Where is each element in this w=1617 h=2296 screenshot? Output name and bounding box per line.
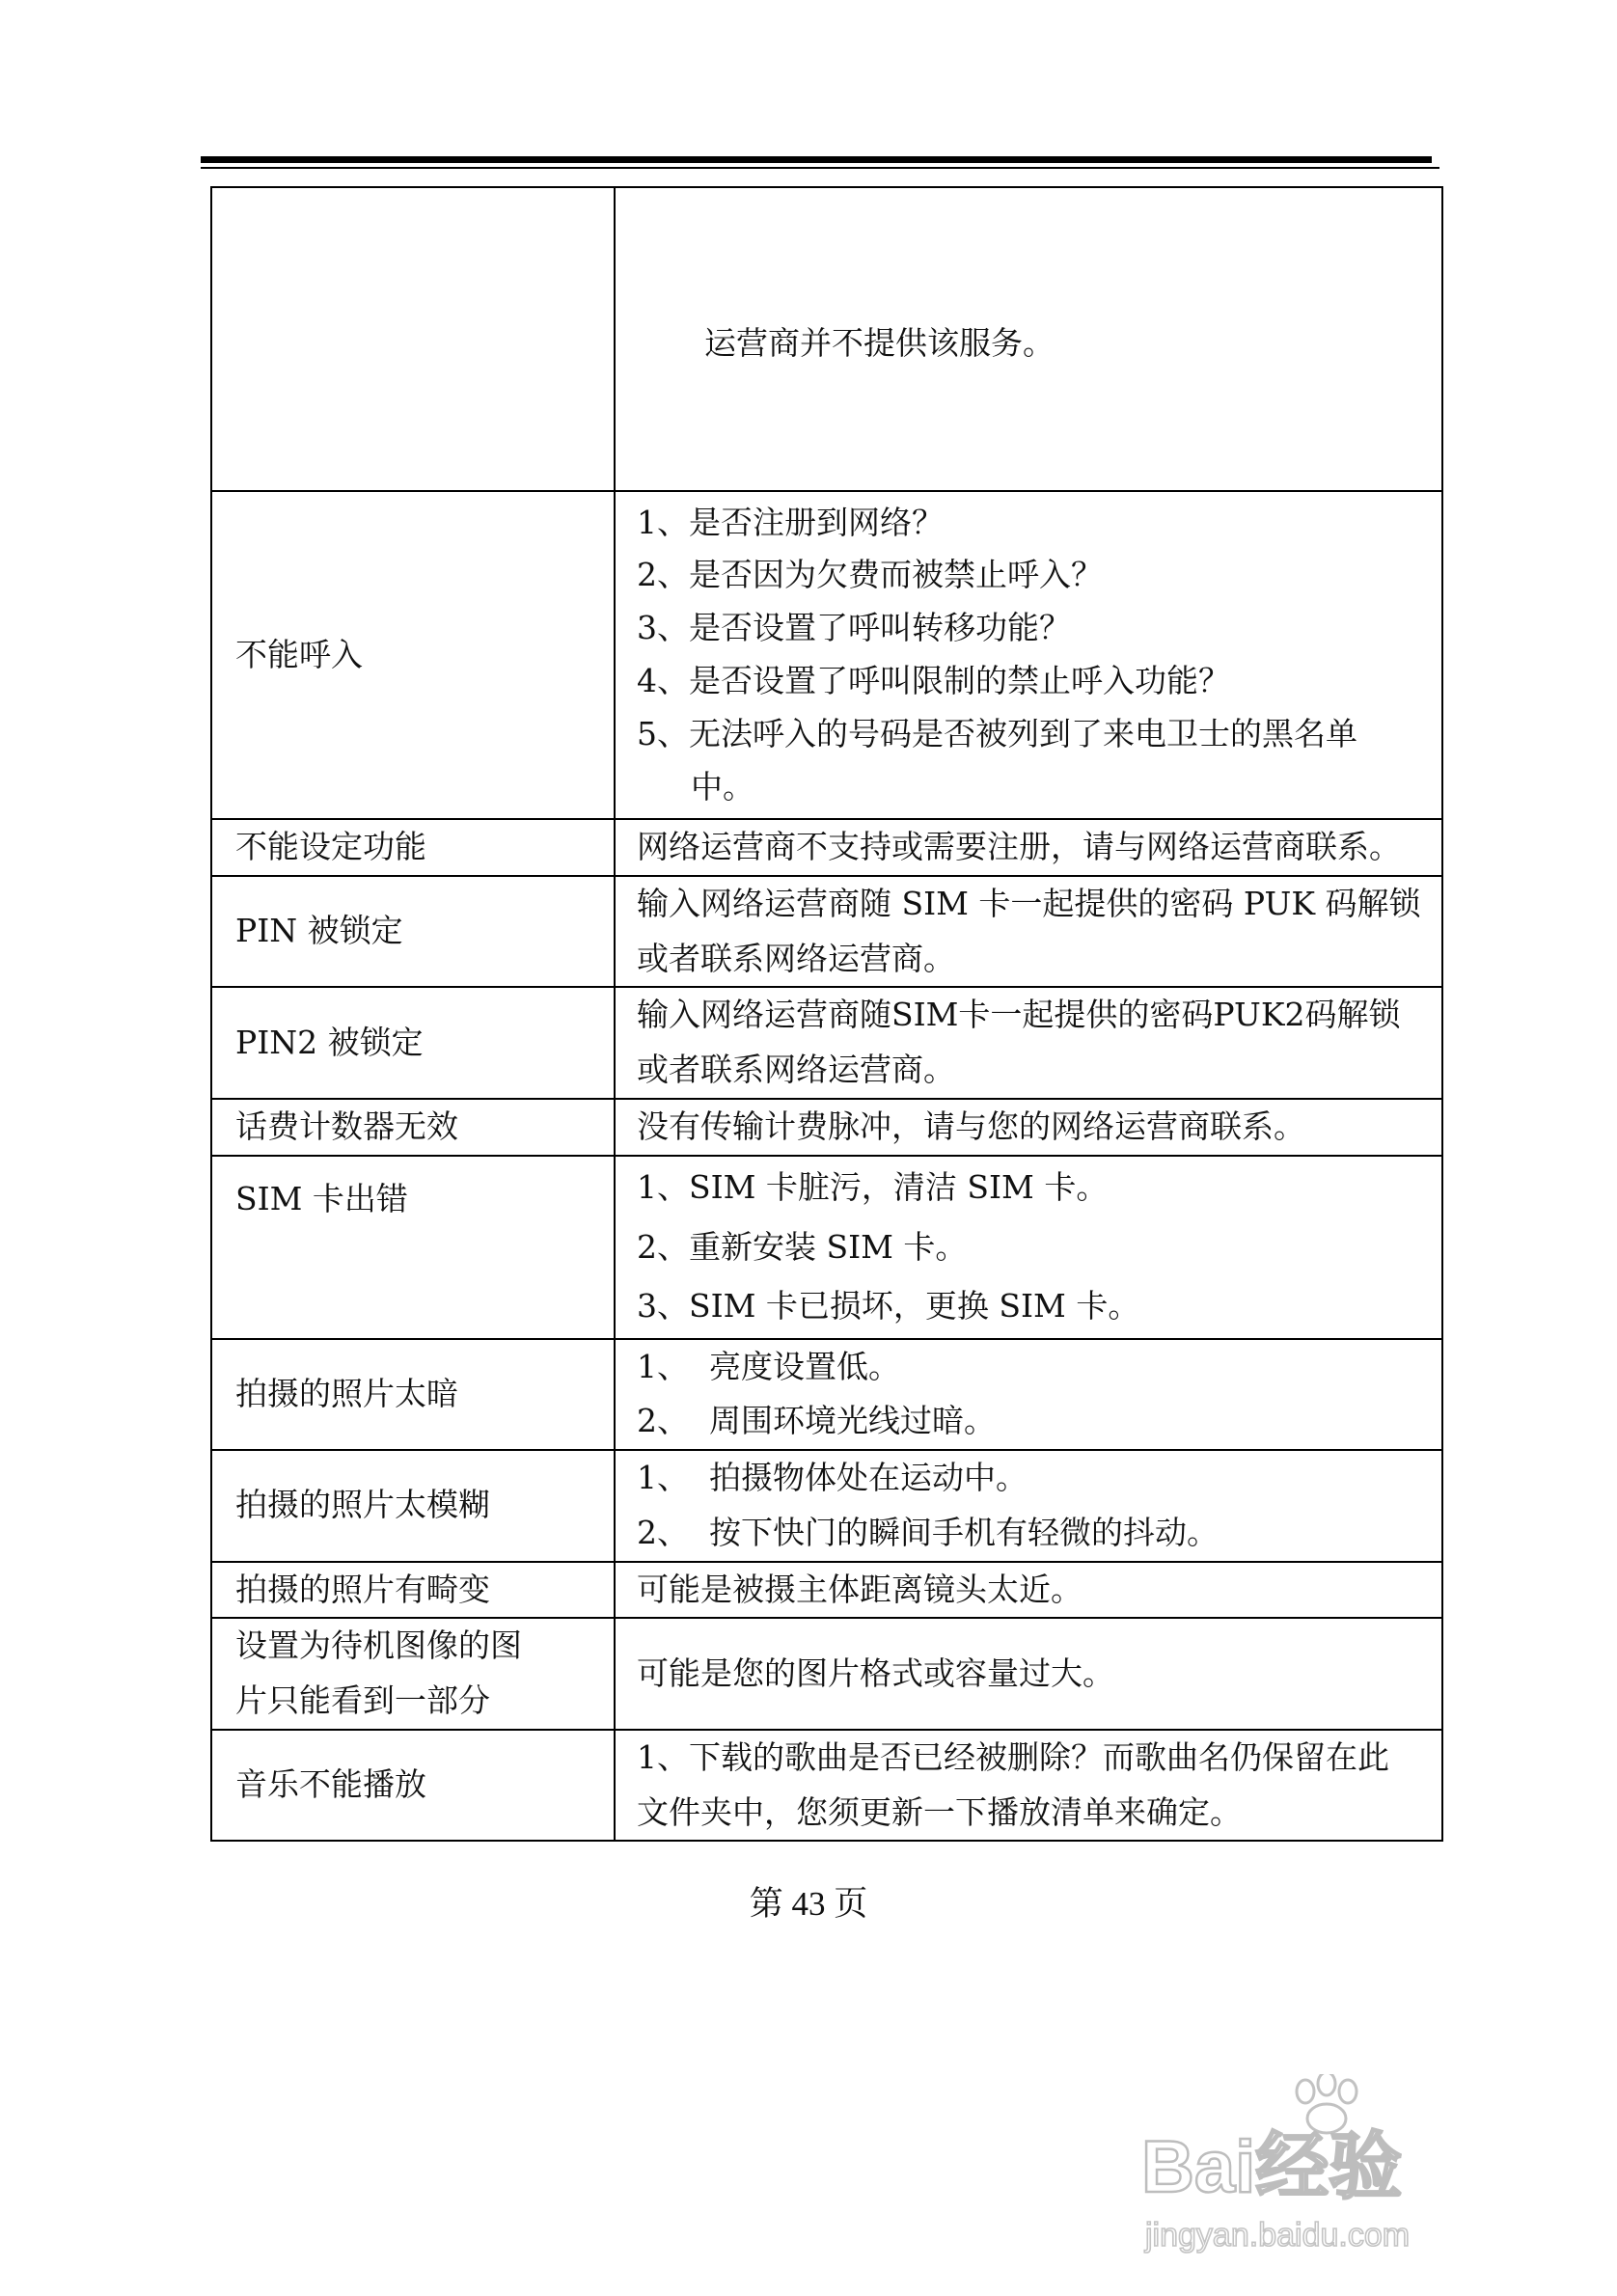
- table-row: [211, 1099, 1442, 1156]
- problem-cell: [211, 1730, 615, 1842]
- problem-cell: [211, 1099, 615, 1156]
- table-row: [211, 1156, 1442, 1339]
- problem-text: 不能设定功能: [235, 828, 426, 865]
- solution-cell: [615, 819, 1442, 876]
- solution-text: 没有传输计费脉冲，请与您的网络运营商联系。: [637, 1107, 1305, 1145]
- table-row: [211, 187, 1442, 491]
- solution-text: 2、重新安装 SIM 卡。: [637, 1227, 968, 1266]
- solution-text: 文件夹中，您须更新一下播放清单来确定。: [637, 1792, 1242, 1831]
- solution-text: 3、是否设置了呼叫转移功能？: [637, 609, 1071, 647]
- solution-cell: [615, 1450, 1442, 1562]
- solution-text: 1、是否注册到网络？: [637, 503, 944, 541]
- table-row: [211, 491, 1442, 819]
- solution-text: 5、无法呼入的号码是否被列到了来电卫士的黑名单: [637, 714, 1357, 752]
- problem-text: 音乐不能播放: [235, 1765, 426, 1804]
- problem-cell: [211, 1450, 615, 1562]
- header-rule-thick: [201, 156, 1432, 163]
- problem-cell: [211, 819, 615, 876]
- problem-text: PIN2 被锁定: [235, 1023, 424, 1061]
- solution-text: 3、SIM 卡已损坏，更换 SIM 卡。: [637, 1287, 1140, 1326]
- solution-text: 输入网络运营商随SIM卡一起提供的密码PUK2码解锁: [637, 996, 1401, 1034]
- solution-text: 或者联系网络运营商。: [637, 939, 955, 977]
- problem-cell: [211, 1618, 615, 1730]
- table-row: [211, 1562, 1442, 1619]
- solution-cell: [615, 1156, 1442, 1339]
- solution-cell: [615, 1339, 1442, 1451]
- solution-text: 运营商并不提供该服务。: [704, 324, 1055, 363]
- problem-text: 设置为待机图像的图: [235, 1626, 522, 1665]
- problem-cell: [211, 187, 615, 491]
- solution-text: 1、 亮度设置低。: [637, 1347, 900, 1385]
- solution-cell: [615, 187, 1442, 491]
- solution-text: 或者联系网络运营商。: [637, 1051, 955, 1088]
- table-row: [211, 819, 1442, 876]
- solution-text: 可能是您的图片格式或容量过大。: [637, 1654, 1114, 1692]
- solution-text: 2、是否因为欠费而被禁止呼入？: [637, 556, 1103, 594]
- watermark-logo-text: Bai经验: [1141, 2126, 1403, 2208]
- problem-cell: [211, 1339, 615, 1451]
- solution-cell: [615, 491, 1442, 819]
- solution-text: 1、 拍摄物体处在运动中。: [637, 1459, 1028, 1496]
- solution-cell: [615, 876, 1442, 988]
- problem-text: 拍摄的照片有畸变: [235, 1570, 490, 1608]
- problem-cell: [211, 491, 615, 819]
- table-row: [211, 1618, 1442, 1730]
- problem-text: 不能呼入: [235, 635, 363, 673]
- solution-cell: [615, 1730, 1442, 1842]
- solution-text: 中。: [691, 767, 754, 806]
- table-row: [211, 1339, 1442, 1451]
- solution-text: 2、 按下快门的瞬间手机有轻微的抖动。: [637, 1513, 1219, 1551]
- problem-cell: [211, 876, 615, 988]
- page-number: 第 43 页: [749, 1885, 868, 1923]
- solution-text: 网络运营商不支持或需要注册，请与网络运营商联系。: [637, 828, 1401, 865]
- table-row: [211, 987, 1442, 1099]
- solution-text: 可能是被摄主体距离镜头太近。: [637, 1570, 1083, 1608]
- problem-text: SIM 卡出错: [235, 1179, 408, 1217]
- table-row: [211, 1730, 1442, 1842]
- troubleshooting-table: [210, 186, 1443, 1842]
- solution-text: 2、 周围环境光线过暗。: [637, 1402, 996, 1440]
- watermark-url: jingyan.baidu.com: [1145, 2217, 1411, 2254]
- problem-text: PIN 被锁定: [235, 912, 403, 950]
- problem-cell: [211, 1156, 615, 1339]
- solution-text: 1、SIM 卡脏污，清洁 SIM 卡。: [637, 1168, 1109, 1207]
- solution-cell: [615, 1562, 1442, 1619]
- solution-cell: [615, 1618, 1442, 1730]
- table-row: [211, 1450, 1442, 1562]
- problem-text: 片只能看到一部分: [235, 1681, 490, 1719]
- solution-text: 输入网络运营商随 SIM 卡一起提供的密码 PUK 码解锁: [637, 884, 1421, 922]
- problem-text: 拍摄的照片太暗: [235, 1374, 458, 1412]
- problem-text: 拍摄的照片太模糊: [235, 1486, 490, 1524]
- problem-cell: [211, 1562, 615, 1619]
- table-row: [211, 876, 1442, 988]
- problem-cell: [211, 987, 615, 1099]
- solution-cell: [615, 987, 1442, 1099]
- solution-text: 4、是否设置了呼叫限制的禁止呼入功能？: [637, 662, 1230, 699]
- problem-text: 话费计数器无效: [235, 1107, 458, 1145]
- header-rule-thin: [201, 167, 1439, 169]
- solution-text: 1、下载的歌曲是否已经被删除？而歌曲名仍保留在此: [637, 1737, 1389, 1776]
- paw-icon: [1297, 2074, 1357, 2133]
- baidu-jingyan-watermark: [1134, 2074, 1539, 2267]
- solution-cell: [615, 1099, 1442, 1156]
